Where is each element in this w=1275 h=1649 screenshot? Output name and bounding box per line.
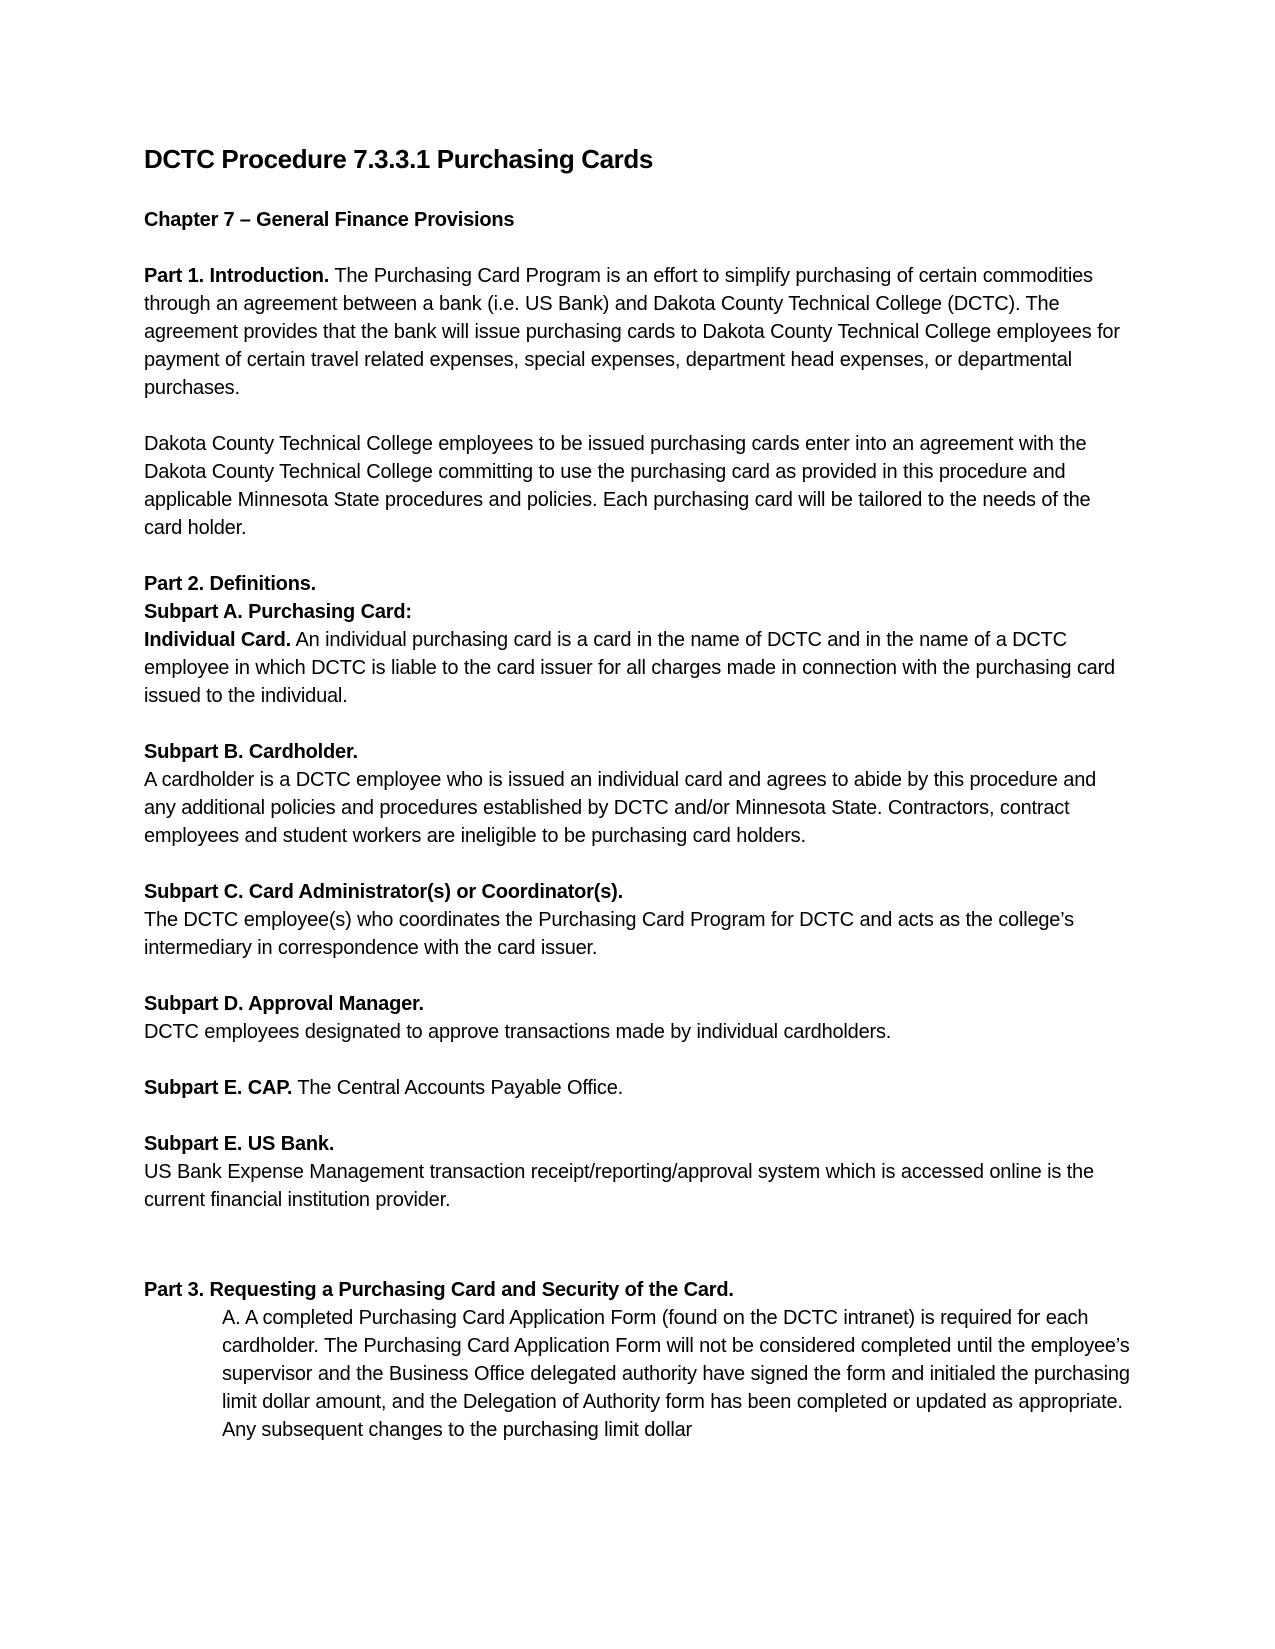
subpart-b-text: A cardholder is a DCTC employee who is issued an individual card and agrees to abide by this procedure and any additional policies and procedures established by DCTC and/or Minnesota State. Contractors, contract employees and student workers are ineligible to be purchasing card holders. [144,769,1097,847]
part3-heading: Part 3. Requesting a Purchasing Card and Security of the Card. [144,1279,734,1301]
subpart-c-heading: Subpart C. Card Administrator(s) or Coordinator(s). [144,881,623,903]
subpart-d-text: DCTC employees designated to approve transactions made by individual cardholders. [144,1021,892,1043]
intro-paragraph-text: Dakota County Technical College employees to be issued purchasing cards enter into an agreement with the Dakota County Technical College committing to use the purchasing card as provided in this procedure and applicable Minnesota State procedures and policies. Each purchasing card will be tailored to the needs of the card holder. [144,433,1091,539]
subpart-e-usbank-section [144,1130,1131,1214]
subpart-d-heading: Subpart D. Approval Manager. [144,993,424,1015]
part1-paragraph [144,262,1131,402]
individual-card-text: An individual purchasing card is a card in the name of DCTC and in the name of a DCTC employee in which DCTC is liable to the card issuer for all charges made in connection with the purchasing card issued to the individual. [144,629,1115,707]
chapter-heading: Chapter 7 – General Finance Provisions [144,209,515,231]
intro-paragraph [144,430,1131,542]
subpart-e-usbank-text: US Bank Expense Management transaction receipt/reporting/approval system which is accessed online is the current financial institution provider. [144,1161,1094,1211]
subpart-a-heading: Subpart A. Purchasing Card: [144,601,412,623]
part1-label: Part 1. Introduction. [144,265,330,287]
part3-item-a: A. A completed Purchasing Card Application Form (found on the DCTC intranet) is required for each cardholder. The Purchasing Card Application Form will not be considered completed until the employee’s supervisor and the Business Office delegated authority have signed the form and initialed the purchasing limit dollar amount, and the Delegation of Authority form has been completed or updated as appropriate. Any subsequent changes to the purchasing limit dollar [222,1307,1130,1441]
subpart-c-text: The DCTC employee(s) who coordinates the Purchasing Card Program for DCTC and acts as the college’s intermediary in correspondence with the card issuer. [144,909,1074,959]
individual-card-definition [144,626,1131,710]
subpart-e-cap-label: Subpart E. CAP. [144,1077,293,1099]
subpart-b-section [144,738,1131,850]
subpart-e-cap-text: The Central Accounts Payable Office. [297,1077,624,1099]
subpart-b-heading: Subpart B. Cardholder. [144,741,358,763]
part2-heading: Part 2. Definitions. [144,573,316,595]
subpart-e-usbank-heading: Subpart E. US Bank. [144,1133,335,1155]
part1-text: The Purchasing Card Program is an effort to simplify purchasing of certain commodities through an agreement between a bank (i.e. US Bank) and Dakota County Technical College (DCTC). The agreement provides that the bank will issue purchasing cards to Dakota County Technical College employees for payment of certain travel related expenses, special expenses, department head expenses, or departmental purchases. [144,265,1120,399]
subpart-e-cap-section [144,1074,1131,1102]
part3-section [144,1276,1131,1444]
part2-definitions-section [144,570,1131,710]
document-title: DCTC Procedure 7.3.3.1 Purchasing Cards [144,144,653,174]
subpart-c-section [144,878,1131,962]
individual-card-label: Individual Card. [144,629,292,651]
subpart-d-section [144,990,1131,1046]
